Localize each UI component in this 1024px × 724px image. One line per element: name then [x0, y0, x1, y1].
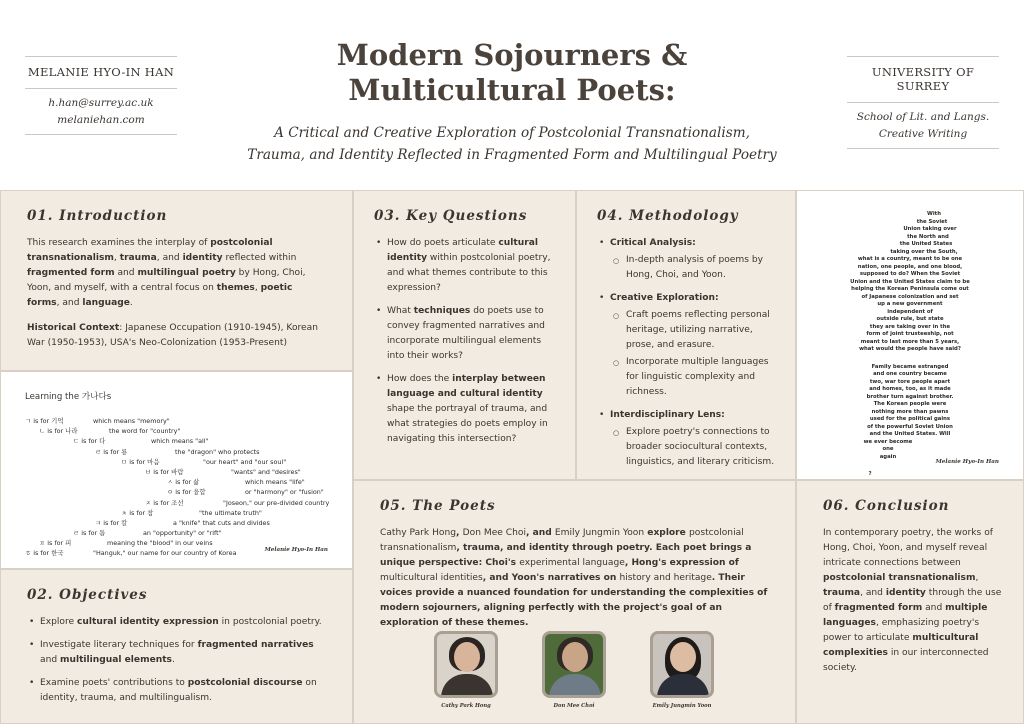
poet-name: Emily Jungmin Yoon — [652, 703, 712, 709]
methodology-heading: 04. Methodology — [597, 208, 739, 224]
key-questions-list — [374, 236, 555, 447]
poem-line: one — [882, 446, 894, 452]
learning-poem-line: ㅍ is for 피 meaning the "blood" in our veins — [39, 539, 213, 548]
poster-title — [200, 38, 824, 108]
poet-photo — [650, 631, 714, 698]
poem-line: form of joint trusteeship, not — [866, 331, 954, 337]
learning-poem-lines — [25, 416, 330, 559]
poster-header — [0, 0, 1024, 190]
conclusion-panel — [796, 480, 1024, 724]
poster-subtitle — [200, 122, 824, 166]
school-name: School of Lit. and Langs. — [856, 111, 990, 123]
poem-line: used for the political gains — [869, 416, 951, 422]
poem-line: With — [927, 211, 941, 217]
poem-line: meant to last more than 5 years, — [860, 338, 960, 345]
learning-poem-signature: Melanie Hyo-In Han — [264, 547, 328, 553]
poets-panel — [353, 480, 796, 724]
learning-poem-line: ㅊ is for 참 "the ultimate truth" — [121, 508, 262, 517]
objectives-heading: 02. Objectives — [27, 587, 148, 603]
conclusion-text: In contemporary poetry, the works of Hong, Choi, Yoon, and myself reveal intricate connections between postcolonial transnationalism, trauma, and identity through the use of fragmented form and multiple languages, emphasizing poetry's power to articulate multicultural complexities in our interconnected society. — [823, 528, 1002, 673]
introduction-text: This research examines the interplay of postcolonial transnationalism, trauma, and identity reflected within fragmented form and multilingual poetry by Hong, Choi, Yoon, and myself, with a central focus on themes, poetic forms, and language. — [27, 238, 306, 308]
list-item: • How do poets articulate cultural identity within postcolonial poetry, and what themes contribute to this expression? — [374, 236, 555, 296]
context-label: Historical Context — [27, 323, 120, 333]
list-item: • What techniques do poets use to convey fragmented narratives and incorporate multilingual elements into their works? — [374, 304, 555, 364]
learning-poem-line: ㄴ is for 나라 the word for "country" — [39, 427, 181, 436]
poem-line: nation, one people, and one blood, — [857, 263, 963, 270]
learning-poem-line: ㄷ is for 다 which means "all" — [73, 437, 209, 446]
learning-poem-line: ㅂ is for 바람 "wants" and "desires" — [145, 467, 301, 476]
poem-line: of Japanese colonization and set — [861, 293, 959, 300]
poem-line: what is a country, meant to be one — [857, 256, 963, 262]
shaped-poem-text — [807, 211, 1013, 479]
poem-line: the United States — [899, 241, 953, 247]
author-name: MELANIE HYO-IN HAN — [27, 65, 175, 79]
poem-line: up a new government — [877, 301, 943, 307]
learning-poem-line: ㄹ is for 룡 the "dragon" who protects — [95, 447, 260, 456]
shaped-poem-panel — [796, 190, 1024, 480]
learning-poem-line: ㄹ is for 틈 an "opportunity" or "rift" — [73, 529, 222, 538]
learning-poem-line: ㅅ is for 삶 which means "life" — [167, 478, 305, 487]
poem-line: the North and — [907, 233, 949, 240]
poem-line: what would the people have said? — [859, 346, 961, 352]
learning-poem-line: ㅎ is for 한국 "Hanguk," our name for our country of Korea — [25, 549, 237, 558]
method-sub-item: ○ In-depth analysis of poems by Hong, Choi, and Yoon. — [610, 253, 781, 283]
poem-line: The Korean people were — [873, 401, 947, 407]
poet-name: Don Mee Choi — [553, 703, 595, 709]
poem-line: the Soviet — [916, 218, 948, 225]
poet-portraits — [354, 631, 796, 721]
method-item: • Creative Exploration: ○ Craft poems reflecting personal heritage, utilizing narrative, prose, and erasure. ○ Incorporate multiple languages for linguistic complexity and richness. — [597, 291, 781, 400]
method-sub-item: ○ Explore poetry's connections to broader sociocultural contexts, linguistics, and literary criticism. — [610, 425, 781, 470]
poem-line: Union and the United States claim to be — [850, 278, 970, 285]
objectives-list — [27, 615, 326, 706]
method-item: • Interdisciplinary Lens: ○ Explore poetry's connections to broader sociocultural contexts, linguistics, and literary criticism. — [597, 408, 781, 470]
poem-line: and the United States. Will — [869, 431, 951, 437]
learning-poem-line: ㅁ is for 마음 "our heart" and "our soul" — [121, 457, 287, 466]
title-line-1: Modern Sojourners & — [336, 38, 688, 72]
portrait-don-mee-choi — [542, 631, 606, 709]
list-item: • Investigate literary techniques for fragmented narratives and multilingual elements. — [27, 638, 326, 668]
poem-line: brother turn against brother. — [866, 393, 954, 400]
poem-line: two, war tore people apart — [869, 378, 951, 385]
title-line-2: Multicultural Poets: — [348, 73, 676, 107]
method-sub-item: ○ Incorporate multiple languages for linguistic complexity and richness. — [610, 355, 781, 400]
context-text: : Japanese Occupation (1910-1945), Korean War (1950-1953), USA's Neo-Colonization (1953-Present) — [27, 323, 318, 348]
learning-poem-line: ㅈ is for 조선 "Joseon," our pre-divided country — [145, 498, 330, 507]
key-questions-heading: 03. Key Questions — [374, 208, 528, 224]
subtitle-line-1: A Critical and Creative Exploration of Postcolonial Transnationalism, — [274, 125, 750, 141]
methodology-list — [597, 236, 781, 470]
method-sub-item: ○ Craft poems reflecting personal heritage, utilizing narrative, prose, and erasure. — [610, 308, 781, 353]
objectives-panel — [0, 569, 353, 724]
list-item: • Examine poets' contributions to postcolonial discourse on identity, trauma, and multilingualism. — [27, 676, 326, 706]
author-website[interactable]: melaniehan.com — [57, 114, 145, 126]
poet-photo — [434, 631, 498, 698]
poets-text: Cathy Park Hong, Don Mee Choi, and Emily Jungmin Yoon explore postcolonial transnationalism, trauma, and identity through poetry. Each poet brings a unique perspective: Choi's experimental language, Hong's expression of multicultural identities, and Yoon's narratives on history and heritage. Their voices provide a nuanced foundation for understanding the complexities of modern sojourners, aligning perfectly with the project's goal of an exploration of these themes. — [380, 528, 768, 628]
poets-heading: 05. The Poets — [380, 498, 496, 514]
poem-line: and one country became — [873, 371, 947, 377]
shaped-poem-signature: Melanie Hyo-In Han — [935, 459, 999, 465]
poem-line: again — [879, 453, 897, 460]
poem-line: Union taking over — [903, 226, 957, 232]
poet-name: Cathy Park Hong — [441, 703, 491, 709]
poet-photo — [542, 631, 606, 698]
learning-poem-line: ㅋ is for 칼 a "knife" that cuts and divides — [95, 518, 270, 527]
poem-line: nothing more than pawns — [871, 408, 949, 415]
list-item: • Explore cultural identity expression in postcolonial poetry. — [27, 615, 326, 630]
portrait-cathy-park-hong — [434, 631, 498, 709]
subtitle-line-2: Trauma, and Identity Reflected in Fragmented Form and Multilingual Poetry — [247, 147, 777, 163]
conclusion-heading: 06. Conclusion — [823, 498, 950, 514]
learning-poem-title: Learning the 가나다s — [25, 392, 112, 402]
learning-poem-line: ㅇ is for 융합 or "harmony" or "fusion" — [167, 488, 324, 497]
poem-line: outside rule, but state — [876, 316, 944, 322]
university-name: UNIVERSITY OF SURREY — [871, 65, 975, 93]
poem-mark: ? — [868, 471, 872, 477]
portrait-emily-jungmin-yoon — [650, 631, 714, 709]
introduction-panel — [0, 190, 353, 371]
methodology-panel — [576, 190, 796, 480]
poem-line: supposed to do? When the Soviet — [859, 271, 961, 277]
author-block — [25, 56, 177, 135]
learning-poem-line: ㄱ is for 기억 which means "memory" — [25, 417, 170, 425]
method-item: • Critical Analysis: ○ In-depth analysis of poems by Hong, Choi, and Yoon. — [597, 236, 781, 283]
key-questions-panel — [353, 190, 576, 480]
department-name: Creative Writing — [878, 128, 968, 140]
institution-block — [847, 56, 999, 149]
poem-line: and homes, too, as it made — [869, 386, 951, 392]
poem-line: of the powerful Soviet Union — [867, 423, 953, 430]
poem-line: we ever become — [863, 438, 913, 445]
poem-line: Family became estranged — [871, 363, 949, 370]
historical-context — [27, 321, 326, 351]
poem-line: taking over the South, — [890, 248, 958, 255]
learning-poem-panel — [0, 371, 353, 569]
introduction-heading: 01. Introduction — [27, 208, 168, 224]
author-email[interactable]: h.han@surrey.ac.uk — [48, 97, 154, 109]
poem-line: independent of — [887, 308, 933, 315]
poem-line: they are taking over in the — [869, 323, 951, 330]
poem-line: helping the Korean Peninsula come out — [851, 286, 969, 292]
list-item: • How does the interplay between language and cultural identity shape the portrayal of trauma, and what strategies do poets employ in navigating this intersection? — [374, 372, 555, 447]
